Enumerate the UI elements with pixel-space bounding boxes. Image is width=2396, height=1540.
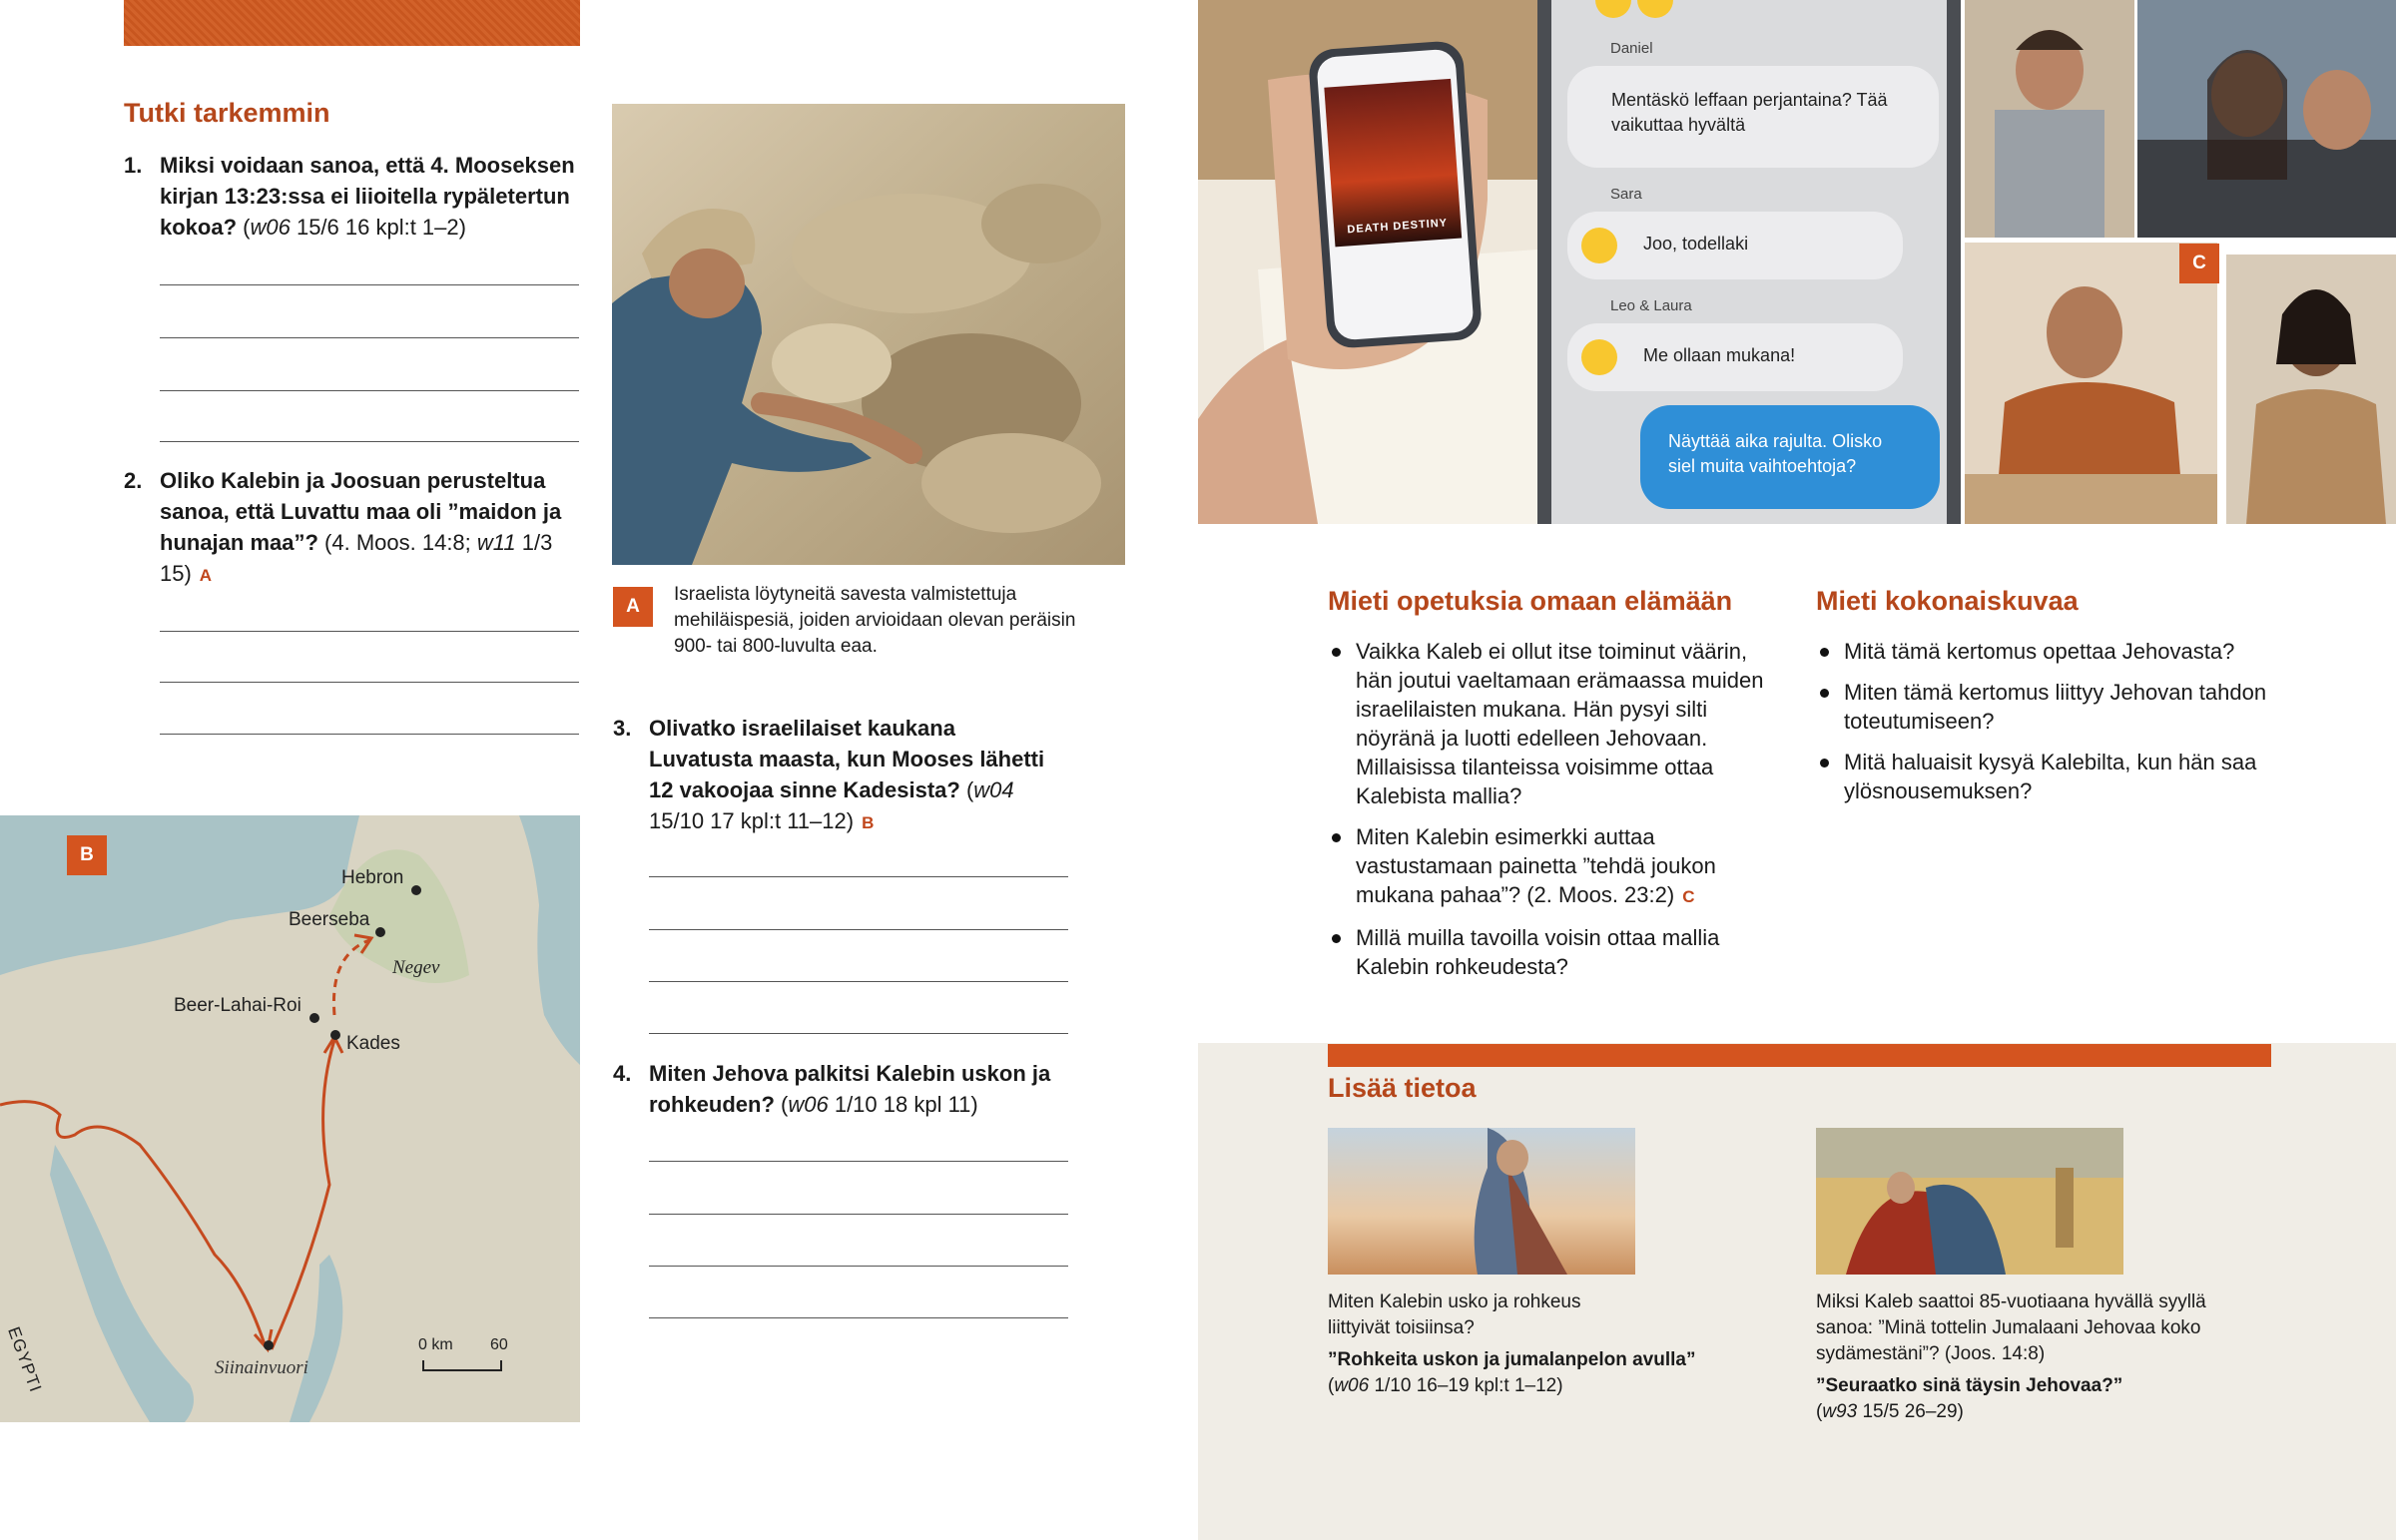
answer-line[interactable] xyxy=(160,284,579,285)
answer-line[interactable] xyxy=(649,1214,1068,1215)
ref-tag-c: C xyxy=(1682,887,1695,906)
map-label-kades: Kades xyxy=(346,1033,400,1054)
question-1-text: Miksi voidaan sanoa, että 4. Mooseksen kirjan 13:23:ssa ei liioitella rypäletertun kokoa? xyxy=(160,153,575,240)
answer-line[interactable] xyxy=(160,441,579,442)
map-label-beer-lahai-roi: Beer-Lahai-Roi xyxy=(174,995,301,1016)
list-item: Millä muilla tavoilla voisin ottaa mallia Kalebin rohkeudesta? xyxy=(1328,923,1787,981)
list-item: Miten Kalebin esimerkki auttaa vastustamaan painetta ”tehdä joukon mukana pahaa”? (2. Moos. 23:2) C xyxy=(1328,822,1787,911)
chat-sender-leo-laura: Leo & Laura xyxy=(1610,297,1692,314)
photo-woman-coat xyxy=(2226,255,2396,524)
chat-message-leo-laura: Me ollaan mukana! xyxy=(1567,323,1903,391)
answer-line[interactable] xyxy=(649,929,1068,930)
answer-line[interactable] xyxy=(160,337,579,338)
movie-title: DEATH DESTINY xyxy=(1347,217,1449,237)
map-dot-kades xyxy=(330,1030,340,1040)
map-label-hebron: Hebron xyxy=(341,867,404,888)
list-item: Mitä haluaisit kysyä Kalebilta, kun hän saa ylösnousemuksen? xyxy=(1816,748,2285,805)
badge-c: C xyxy=(2179,244,2219,283)
more-info-article-1[interactable]: ”Rohkeita uskon ja jumalanpelon avulla” (w06 1/10 16–19 kpl:t 1–12) xyxy=(1328,1349,1696,1396)
caption-a: Israelista löytyneitä savesta valmistettuja mehiläispesiä, joiden arvioidaan olevan peräisin 900- tai 800-luvulta eaa. xyxy=(674,584,1076,657)
orange-texture-strip xyxy=(124,0,580,46)
section-title-bigpicture: Mieti kokonaiskuvaa xyxy=(1816,586,2079,616)
sunglasses-emoji-icon xyxy=(1581,228,1617,263)
answer-line[interactable] xyxy=(649,981,1068,982)
thumb-kaleb-desert[interactable] xyxy=(1328,1128,1635,1275)
chat-reply-bubble: Näyttää aika rajulta. Olisko siel muita vaihtoehtoja? xyxy=(1640,405,1940,509)
more-info-desc-1: Miten Kalebin usko ja rohkeus liittyivät toisiinsa? xyxy=(1328,1291,1581,1338)
badge-b: B xyxy=(67,835,107,875)
map-dot-beerseba xyxy=(375,927,385,937)
chat-screen xyxy=(1537,0,1961,524)
list-item: Mitä tämä kertomus opettaa Jehovasta? xyxy=(1816,637,2285,666)
more-info-desc-2: Miksi Kaleb saattoi 85-vuotiaana hyvällä syyllä sanoa: ”Minä tottelin Jumalaani Jehovaa koko sydämestäni”? (Joos. 14:8) xyxy=(1816,1291,2206,1364)
photo-man-phone xyxy=(1965,0,2134,238)
question-1: 1. Miksi voidaan sanoa, että 4. Mooseksen kirjan 13:23:ssa ei liioitella rypäletertun kokoa? (w06 15/6 16 kpl:t 1–2) xyxy=(124,153,575,240)
more-info-bar xyxy=(1328,1044,2271,1067)
chat-sender-daniel: Daniel xyxy=(1610,40,1653,57)
chat-sender-sara: Sara xyxy=(1610,186,1642,203)
question-3: 3. Olivatko israelilaiset kaukana Luvatusta maasta, kun Mooses lähetti 12 vakoojaa sinne Kadesista? (w04 15/10 17 kpl:t 11–12) B xyxy=(613,716,1045,833)
thumb-spies-grapes[interactable] xyxy=(1816,1128,2123,1275)
question-2-text: Oliko Kalebin ja Joosuan perusteltua sanoa, että Luvattu maa oli ”maidon ja hunajan maa”? xyxy=(160,468,562,555)
section-title-more-info: Lisää tietoa xyxy=(1328,1073,1477,1103)
question-3-text: Olivatko israelilaiset kaukana Luvatusta maasta, kun Mooses lähetti 12 vakoojaa sinne Kadesista? xyxy=(649,716,1045,802)
map-label-egypti: EGYPTI xyxy=(4,1324,46,1395)
question-4: 4. Miten Jehova palkitsi Kalebin uskon ja rohkeuden? (w06 1/10 18 kpl 11) xyxy=(613,1061,1051,1117)
chat-message-daniel: Mentäskö leffaan perjantaina? Tää vaikuttaa hyvältä xyxy=(1567,66,1939,168)
list-item: Vaikka Kaleb ei ollut itse toiminut väärin, hän joutui vaeltamaan erämaassa muiden israelilaisten mukana. Hän pysyi silti nöyränä ja luotti edelleen Jehovaan. Millaisissa tilanteissa voisimme ottaa Kalebista mallia? xyxy=(1328,637,1787,810)
answer-line[interactable] xyxy=(649,1161,1068,1162)
badge-a: A xyxy=(613,587,653,627)
question-4-text: Miten Jehova palkitsi Kalebin uskon ja rohkeuden? xyxy=(649,1061,1051,1117)
answer-line[interactable] xyxy=(649,876,1068,877)
star-eyes-emoji-icon xyxy=(1581,339,1617,375)
bigpicture-list xyxy=(1816,637,2285,817)
photo-woman-table xyxy=(1965,243,2217,524)
answer-line[interactable] xyxy=(649,1317,1068,1318)
map-dot-hebron xyxy=(411,885,421,895)
map-sinai-canaan xyxy=(0,815,580,1422)
map-label-siinainvuori: Siinainvuori xyxy=(215,1357,308,1378)
question-2: 2. Oliko Kalebin ja Joosuan perusteltua sanoa, että Luvattu maa oli ”maidon ja hunajan maa”? (4. Moos. 14:8; w11 1/3 15) A xyxy=(124,468,562,586)
map-dot-siinainvuori xyxy=(264,1340,274,1350)
list-item: Miten tämä kertomus liittyy Jehovan tahdon toteutumiseen? xyxy=(1816,678,2285,736)
apply-list xyxy=(1328,637,1787,993)
chat-message-sara: Joo, todellaki xyxy=(1567,212,1903,279)
answer-line[interactable] xyxy=(160,682,579,683)
ref-tag-a: A xyxy=(199,566,213,585)
photo-archaeologist-beehives xyxy=(612,104,1125,565)
section-title-tutki: Tutki tarkemmin xyxy=(124,98,330,128)
more-info-article-2[interactable]: ”Seuraatko sinä täysin Jehovaa?” (w93 15/5 26–29) xyxy=(1816,1375,2123,1422)
map-graphic xyxy=(0,815,580,1422)
movie-poster xyxy=(1324,79,1462,247)
ref-tag-b: B xyxy=(862,813,875,832)
answer-line[interactable] xyxy=(160,631,579,632)
archaeologist-image xyxy=(612,104,1125,565)
phone-device xyxy=(1308,40,1484,349)
map-scale-end: 60 xyxy=(490,1336,508,1353)
photo-couple-car xyxy=(2137,0,2396,238)
map-dot-beer-lahai-roi xyxy=(309,1013,319,1023)
map-label-negev: Negev xyxy=(392,957,440,978)
answer-line[interactable] xyxy=(160,390,579,391)
answer-line[interactable] xyxy=(649,1033,1068,1034)
map-label-beerseba: Beerseba xyxy=(289,909,370,930)
answer-line[interactable] xyxy=(649,1266,1068,1267)
map-scale-start: 0 km xyxy=(418,1336,453,1353)
answer-line[interactable] xyxy=(160,734,579,735)
collage-phone-hand xyxy=(1198,0,1537,524)
section-title-apply: Mieti opetuksia omaan elämään xyxy=(1328,586,1733,616)
